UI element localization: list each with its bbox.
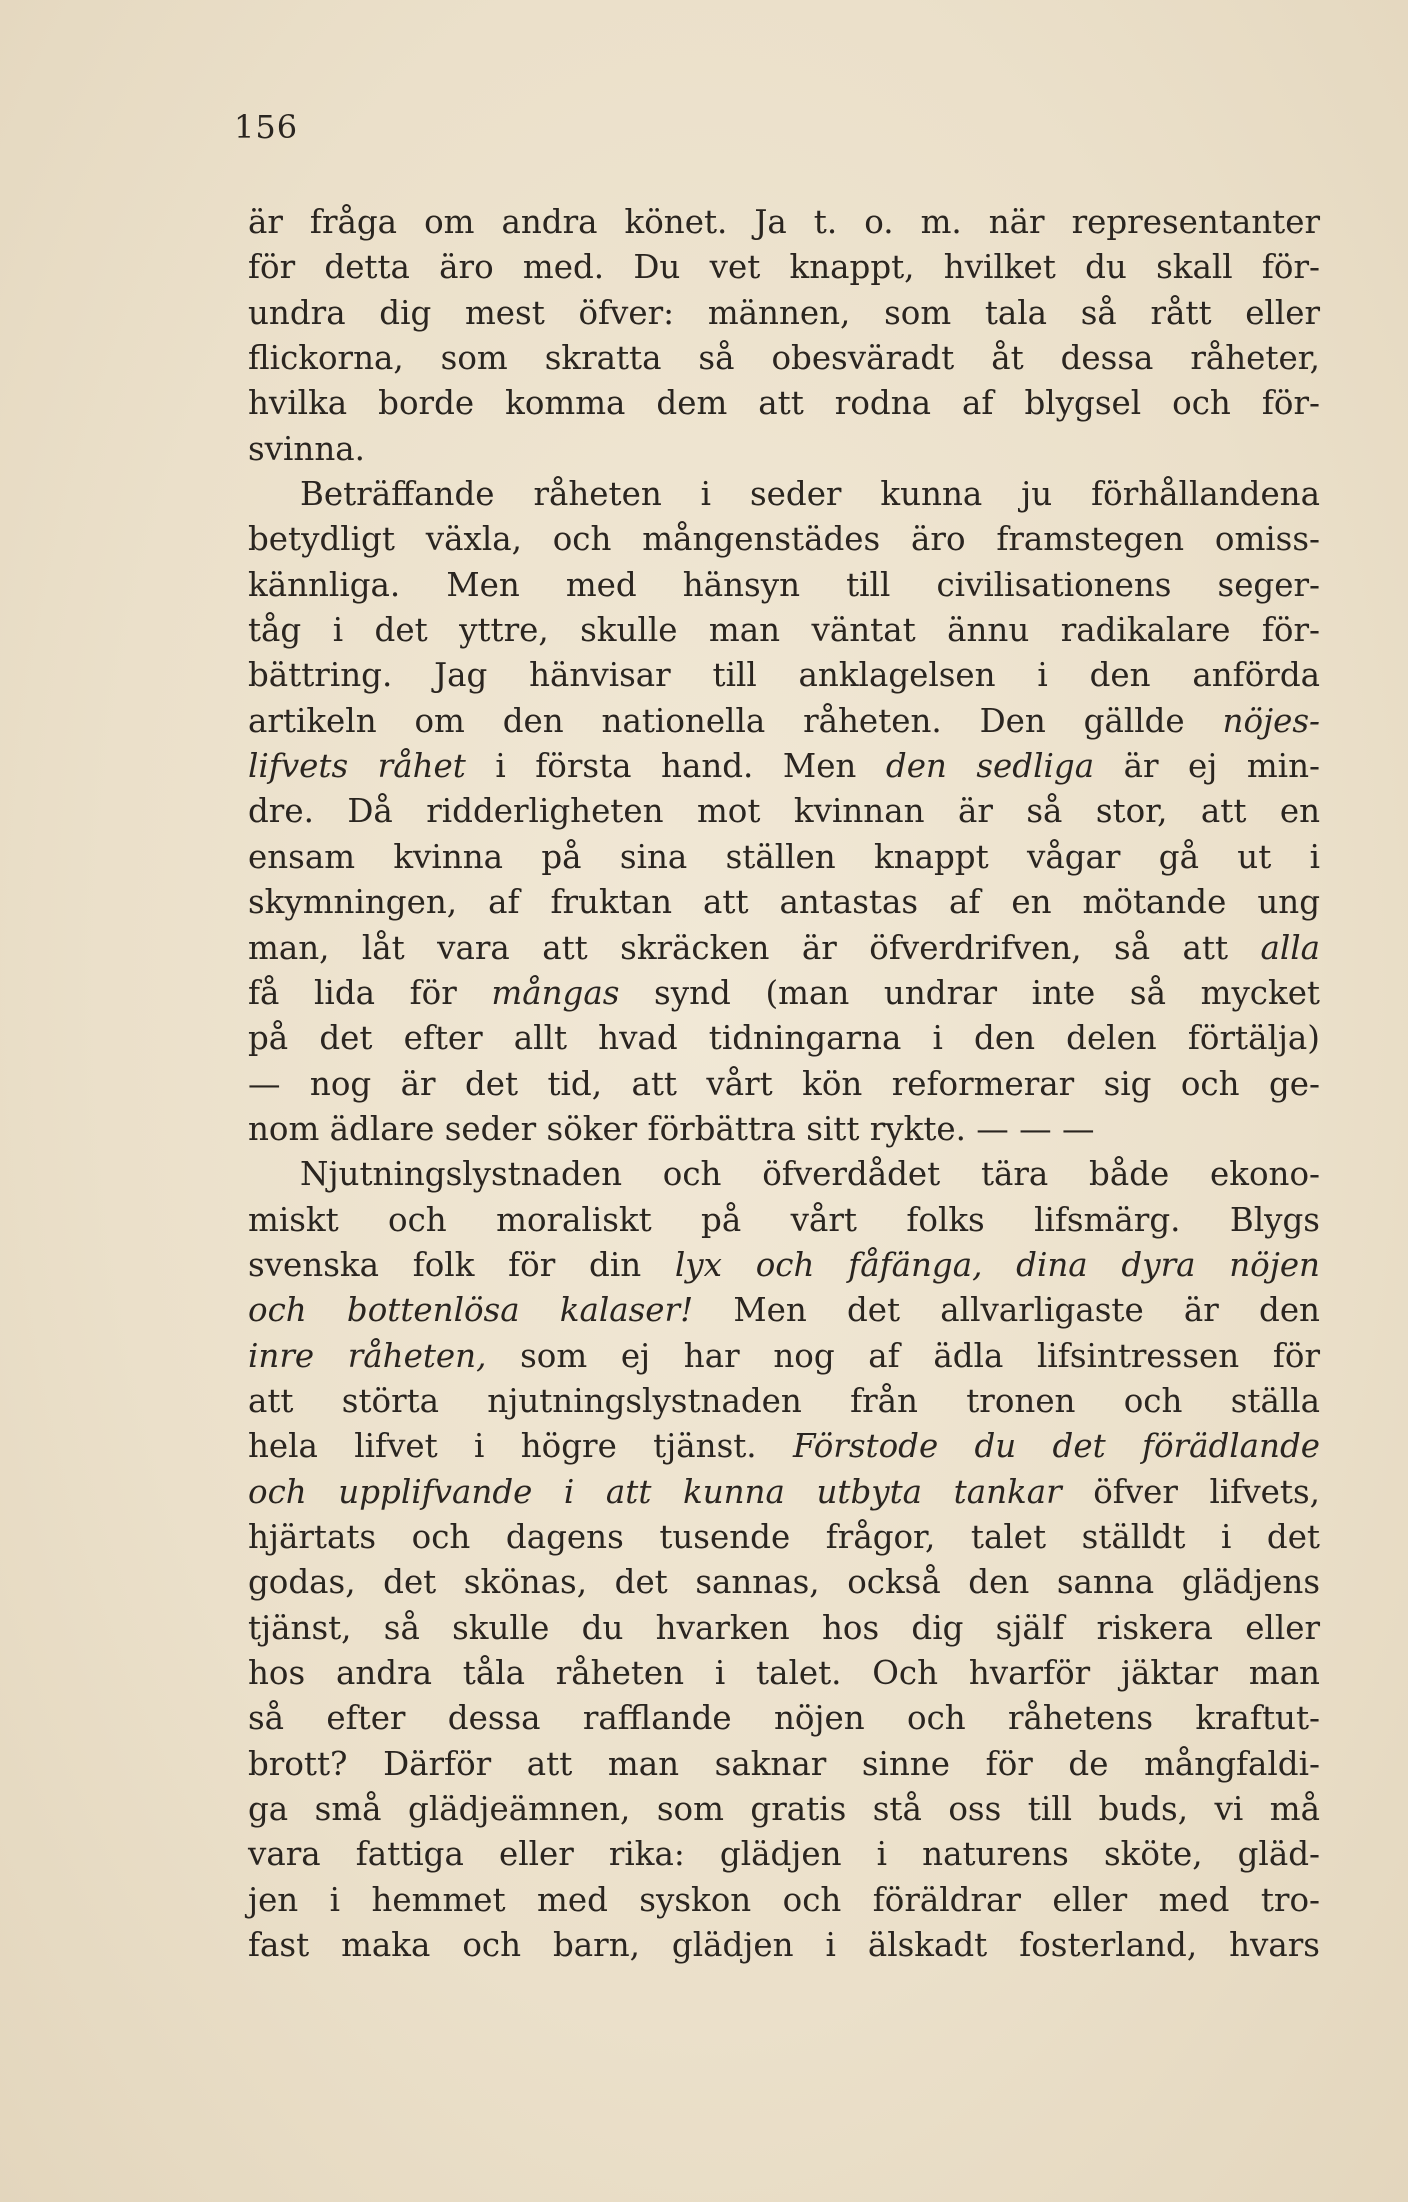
italic-text: Förstode du det förädlande xyxy=(792,1427,1320,1466)
text-segment: ensam kvinna på sina ställen knappt vågar gå ut i xyxy=(248,837,1320,876)
text-line xyxy=(248,1379,1320,1424)
text-line xyxy=(248,1787,1320,1832)
text-segment: få lida för xyxy=(248,973,492,1012)
italic-text: mångas xyxy=(491,973,620,1012)
text-line xyxy=(248,1198,1320,1243)
text-segment: svenska folk för din xyxy=(248,1245,675,1284)
text-line xyxy=(248,1152,1320,1197)
text-line xyxy=(248,744,1320,789)
text-segment: flickorna, som skratta så obesväradt åt dessa råheter, xyxy=(248,339,1320,378)
text-segment: Men det allvarligaste är den xyxy=(693,1291,1320,1330)
italic-text: och upplifvande i att kunna utbyta tankar xyxy=(248,1472,1062,1511)
italic-text: inre råheten, xyxy=(248,1336,487,1375)
text-segment: hela lifvet i högre tjänst. xyxy=(248,1427,793,1466)
text-segment: öfver lifvets, xyxy=(1061,1472,1320,1511)
text-line xyxy=(248,1515,1320,1560)
text-segment: godas, det skönas, det sannas, också den sanna glädjens xyxy=(248,1563,1320,1602)
text-segment: skymningen, af fruktan att antastas af en mötande ung xyxy=(248,883,1320,922)
text-line xyxy=(248,1606,1320,1651)
italic-text: lifvets råhet xyxy=(248,747,466,786)
text-segment: synd (man undrar inte så mycket xyxy=(619,973,1320,1012)
text-line xyxy=(248,336,1320,381)
text-segment: svinna. xyxy=(248,429,366,468)
text-line xyxy=(248,517,1320,562)
text-line xyxy=(248,472,1320,517)
italic-text: nöjes- xyxy=(1222,701,1320,740)
text-segment: bättring. Jag hänvisar till anklagelsen i den anförda xyxy=(248,656,1320,695)
italic-text: den sedliga xyxy=(885,747,1095,786)
text-segment: för detta äro med. Du vet knappt, hvilket du skall för- xyxy=(248,248,1320,287)
text-segment: man, låt vara att skräcken är öfverdrifven, så att xyxy=(248,928,1261,967)
text-segment: dre. Då ridderligheten mot kvinnan är så stor, att en xyxy=(248,792,1320,831)
text-line xyxy=(248,789,1320,834)
text-line xyxy=(248,1696,1320,1741)
text-segment: tjänst, så skulle du hvarken hos dig själf riskera eller xyxy=(248,1608,1320,1647)
text-segment: tåg i det yttre, skulle man väntat ännu radikalare för- xyxy=(248,611,1320,650)
body-text xyxy=(248,200,1320,1968)
text-line xyxy=(248,381,1320,426)
text-line xyxy=(248,880,1320,925)
text-line xyxy=(248,1470,1320,1515)
text-segment: hos andra tåla råheten i talet. Och hvarför jäktar man xyxy=(248,1654,1320,1692)
text-line xyxy=(248,1832,1320,1877)
text-segment: jen i hemmet med syskon och föräldrar eller med tro- xyxy=(248,1880,1320,1919)
text-segment: Njutningslystnaden och öfverdådet tära både ekono- xyxy=(300,1155,1320,1194)
text-segment: som ej har nog af ädla lifsintressen för xyxy=(486,1336,1320,1375)
italic-text: lyx och fåfänga, dina dyra nöjen xyxy=(674,1245,1320,1284)
text-line xyxy=(248,200,1320,245)
text-segment: så efter dessa rafflande nöjen och råhetens kraftut- xyxy=(248,1699,1320,1738)
text-line xyxy=(248,699,1320,744)
italic-text: alla xyxy=(1260,928,1320,967)
text-segment: hjärtats och dagens tusende frågor, talet ställdt i det xyxy=(248,1517,1320,1556)
text-segment: kännliga. Men med hänsyn till civilisationens seger- xyxy=(248,565,1320,604)
text-line xyxy=(248,1016,1320,1061)
text-line xyxy=(248,427,1320,472)
text-line xyxy=(248,1107,1320,1152)
text-line xyxy=(248,1288,1320,1333)
text-segment: nom ädlare seder söker förbättra sitt rykte. — — — xyxy=(248,1109,1095,1148)
text-segment: brott? Därför att man saknar sinne för de mångfaldi- xyxy=(248,1744,1320,1783)
text-line xyxy=(248,926,1320,971)
text-line xyxy=(248,563,1320,608)
text-segment: betydligt växla, och mångenstädes äro framstegen omiss- xyxy=(248,520,1320,559)
text-line xyxy=(248,291,1320,336)
text-segment: på det efter allt hvad tidningarna i den delen förtälja) xyxy=(248,1019,1320,1058)
text-line xyxy=(248,608,1320,653)
text-segment: är ej min- xyxy=(1094,747,1320,786)
text-segment: hvilka borde komma dem att rodna af blygsel och för- xyxy=(248,384,1320,423)
text-segment: Beträffande råheten i seder kunna ju förhållandena xyxy=(300,475,1320,514)
text-segment: undra dig mest öfver: männen, som tala så rått eller xyxy=(248,293,1320,332)
text-segment: — nog är det tid, att vårt kön reformerar sig och ge- xyxy=(248,1064,1320,1103)
page-number: 156 xyxy=(234,108,299,146)
text-line xyxy=(248,1062,1320,1107)
text-segment: miskt och moraliskt på vårt folks lifsmärg. Blygs xyxy=(248,1200,1320,1239)
text-line xyxy=(248,245,1320,290)
text-segment: artikeln om den nationella råheten. Den gällde xyxy=(248,701,1223,740)
text-segment: i första hand. Men xyxy=(465,747,886,786)
text-line xyxy=(248,1923,1320,1968)
text-line xyxy=(248,1334,1320,1379)
text-line xyxy=(248,1243,1320,1288)
text-segment: fast maka och barn, glädjen i älskadt fosterland, hvars xyxy=(248,1926,1320,1965)
text-line xyxy=(248,1560,1320,1605)
text-line xyxy=(248,1878,1320,1923)
italic-text: och bottenlösa kalaser! xyxy=(248,1291,694,1330)
text-segment: ga små glädjeämnen, som gratis stå oss till buds, vi må xyxy=(248,1790,1320,1829)
text-segment: är fråga om andra könet. Ja t. o. m. när representanter xyxy=(248,203,1320,241)
text-line xyxy=(248,971,1320,1016)
text-line xyxy=(248,1651,1320,1696)
text-line xyxy=(248,835,1320,880)
text-line xyxy=(248,1742,1320,1787)
text-segment: att störta njutningslystnaden från tronen och ställa xyxy=(248,1381,1320,1420)
text-segment: vara fattiga eller rika: glädjen i naturens sköte, gläd- xyxy=(248,1835,1320,1874)
text-line xyxy=(248,653,1320,698)
text-line xyxy=(248,1424,1320,1469)
